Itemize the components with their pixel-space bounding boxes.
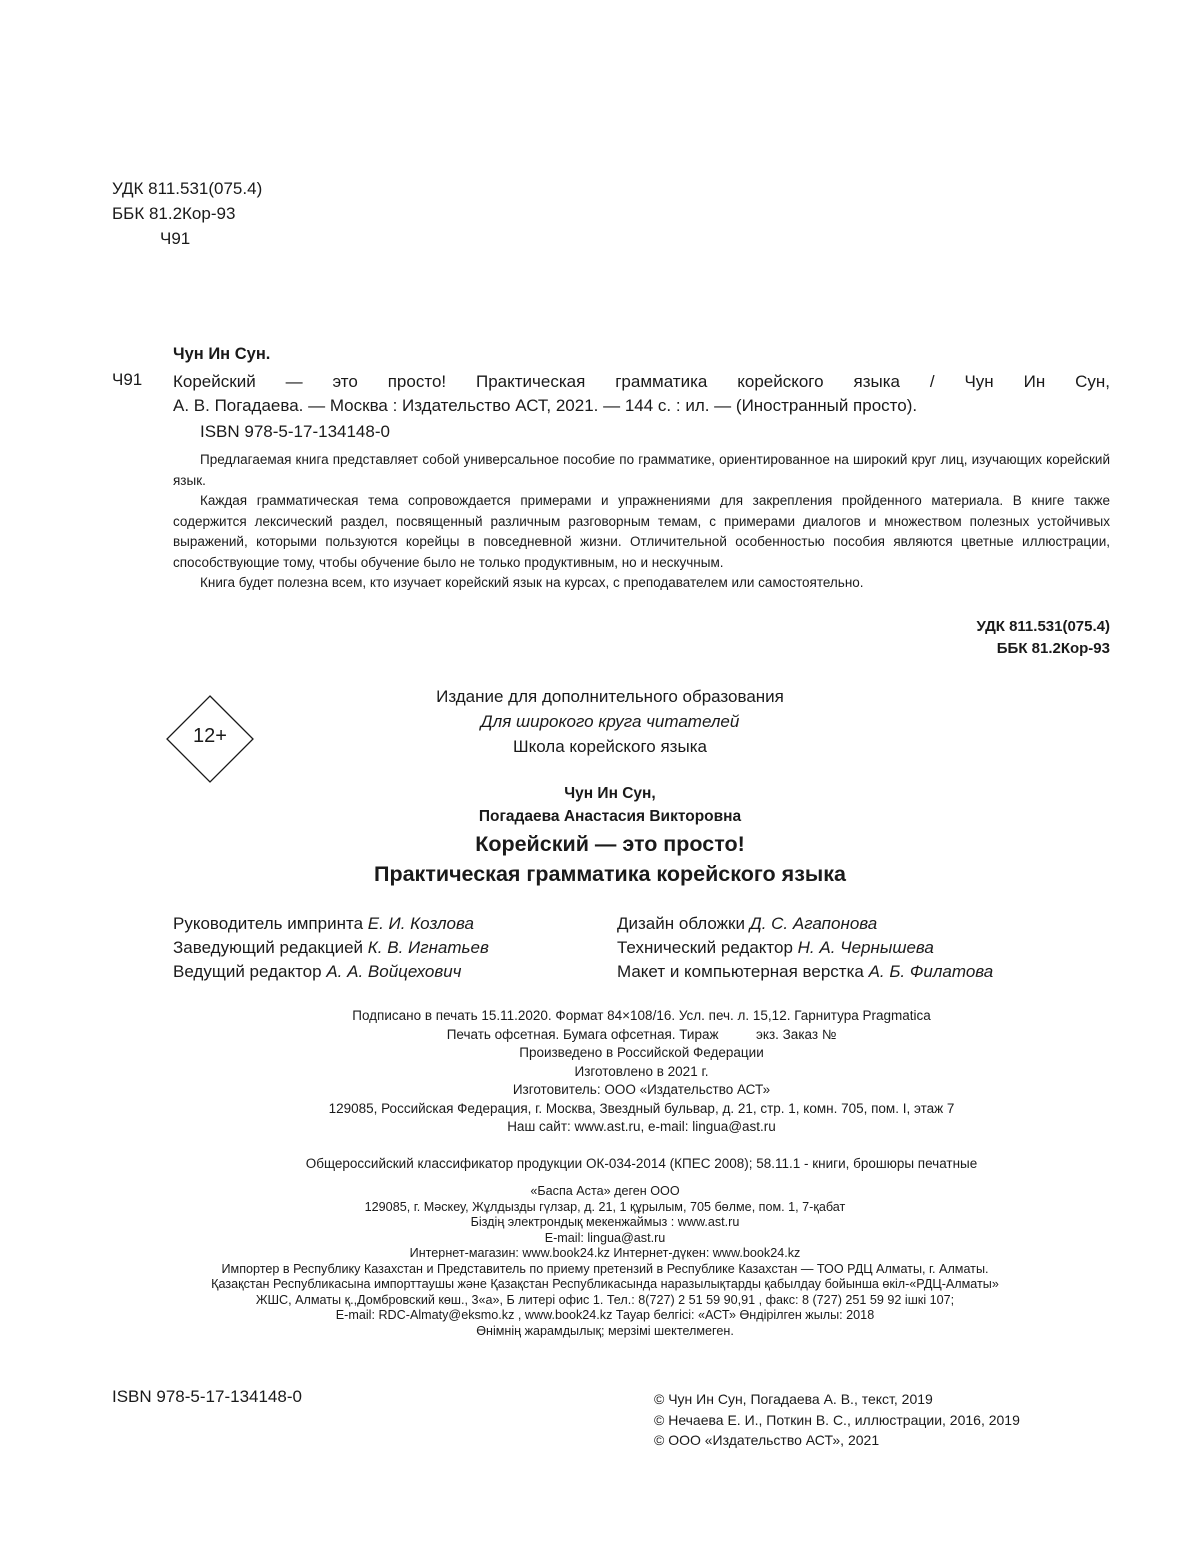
credit-line <box>617 960 993 984</box>
kz-line: E-mail: RDC-Almaty@eksmo.kz , www.book24.kz Тауар белгісі: «АСТ» Өндірілген жылы: 2018 <box>335 1308 875 1322</box>
print-line: Изготовитель: ООО «Издательство АСТ» <box>512 1082 771 1097</box>
credit-role: Руководитель импринта <box>173 914 364 933</box>
credit-name: К. В. Игнатьев <box>367 938 489 957</box>
udk-code: УДК 811.531(075.4) <box>112 179 263 198</box>
print-line: 129085, Российская Федерация, г. Москва, Звездный бульвар, д. 21, стр. 1, комн. 705, пом. I, этаж 7 <box>328 1100 955 1116</box>
bbk-code: ББК 81.2Кор-93 <box>112 204 236 223</box>
bbk-code-right: ББК 81.2Кор-93 <box>996 640 1110 657</box>
copyright-line: © ООО «Издательство АСТ», 2021 <box>654 1432 880 1448</box>
book-title <box>250 829 970 889</box>
annotation-paragraph: Книга будет полезна всем, кто изучает корейский язык на курсах, с преподавателем или самостоятельно. <box>200 575 864 590</box>
age-rating: 12+ <box>193 725 227 747</box>
credit-name: А. А. Войцехович <box>326 962 462 981</box>
edition-series: Школа корейского языка <box>513 737 707 756</box>
book-authors <box>250 782 970 828</box>
kz-line: Интернет-магазин: www.book24.kz Интернет-дүкен: www.book24.kz <box>409 1246 801 1260</box>
footer-isbn: ISBN 978-5-17-134148-0 <box>112 1387 302 1406</box>
author-2: Погадаева Анастасия Викторовна <box>478 808 742 825</box>
credit-line <box>173 912 489 936</box>
credit-line <box>173 960 489 984</box>
credit-name: Н. А. Чернышева <box>797 938 934 957</box>
udk-code-right: УДК 811.531(075.4) <box>976 618 1110 635</box>
kz-line: E-mail: lingua@ast.ru <box>544 1230 666 1245</box>
credit-line <box>173 936 489 960</box>
udk-block-top <box>112 176 262 251</box>
bib-line-2: А. В. Погадаева. — Москва : Издательство АСТ, 2021. — 144 с. : ил. — (Иностранный просто). <box>173 396 918 415</box>
credit-line <box>617 936 993 960</box>
catalog-author-heading: Чун Ин Сун. <box>173 345 271 363</box>
catalog-isbn: ISBN 978-5-17-134148-0 <box>200 422 390 441</box>
kz-line: Біздің электрондық мекенжаймыз : www.ast.ru <box>470 1215 740 1229</box>
credit-name: Е. И. Козлова <box>367 914 474 933</box>
credit-role: Макет и компьютерная верстка <box>617 962 864 981</box>
bibliographic-description <box>173 370 1110 418</box>
annotation-paragraph: Каждая грамматическая тема сопровождается примерами и упражнениями для закрепления пройденного материала. В книге также содержится лексический раздел, посвященный различным разговорным темам, с примерами диалогов и множеством полезных устойчивых выражений, которыми пользуются корейцы в повседневной жизни. Отличительной особенностью пособия являются цветные иллюстрации, способствующие тому, чтобы обучение было не только продуктивным, но и нескучным. <box>173 493 1110 570</box>
kz-line: ЖШС, Алматы қ.,Домбровский көш., 3«а», Б литері офис 1. Тел.: 8(727) 2 51 59 90,91 , факс: 8 (727) 251 59 92 ішкі 107; <box>255 1292 955 1307</box>
credits-left <box>173 912 489 984</box>
kz-line: «Баспа Аста» деген ООО <box>530 1184 680 1198</box>
annotation <box>173 450 1110 594</box>
udk-block-right <box>900 616 1110 660</box>
kz-line: Өнімнің жарамдылық; мерзімі шектелмеген. <box>476 1323 734 1338</box>
kazakhstan-info <box>100 1184 1110 1339</box>
print-line: Произведено в Российской Федерации <box>519 1045 764 1060</box>
edition-audience: Для широкого круга читателей <box>480 712 740 731</box>
annotation-paragraph: Предлагаемая книга представляет собой универсальное пособие по грамматике, ориентированное на широкий круг лиц, изучающих корейский язык. <box>173 452 1110 488</box>
credits-right <box>617 912 993 984</box>
kz-line: Импортер в Республику Казахстан и Представитель по приему претензий в Республике Казахстан — ТОО РДЦ Алматы, г. Алматы. <box>221 1261 989 1276</box>
product-classifier: Общероссийский классификатор продукции ОК-034-2014 (КПЕС 2008); 58.11.1 - книги, брошюры печатные <box>305 1156 978 1171</box>
credit-role: Технический редактор <box>617 938 793 957</box>
copyright-line: © Нечаева Е. И., Поткин В. С., иллюстрации, 2016, 2019 <box>654 1411 1020 1428</box>
credit-role: Ведущий редактор <box>173 962 322 981</box>
credit-role: Заведующий редакцией <box>173 938 364 957</box>
bib-line-1: Корейский — это просто! Практическая грамматика корейского языка / Чун Ин Сун, <box>173 372 1110 391</box>
title-line-2: Практическая грамматика корейского языка <box>374 862 846 886</box>
catalog-code: Ч91 <box>112 370 143 389</box>
edition-info <box>250 684 970 759</box>
edition-type: Издание для дополнительного образования <box>436 687 784 706</box>
copyright-line: © Чун Ин Сун, Погадаева А. В., текст, 2019 <box>654 1391 933 1407</box>
print-line: Печать офсетная. Бумага офсетная. Тираж экз. Заказ № <box>446 1026 837 1042</box>
print-line: Изготовлено в 2021 г. <box>574 1063 709 1079</box>
credit-name: Д. С. Агапонова <box>749 914 878 933</box>
kz-line: 129085, г. Мәскеу, Жұлдызды гүлзар, д. 21, 1 құрылым, 705 бөлме, пом. 1, 7-қабат <box>364 1199 846 1214</box>
print-info <box>173 1007 1110 1137</box>
title-line-1: Корейский — это просто! <box>475 832 745 856</box>
print-line: Наш сайт: www.ast.ru, e-mail: lingua@ast.ru <box>507 1119 776 1134</box>
copyright-block <box>654 1389 1020 1451</box>
author-1: Чун Ин Сун, <box>564 785 656 802</box>
print-line: Подписано в печать 15.11.2020. Формат 84×108/16. Усл. печ. л. 15,12. Гарнитура Pragmatica <box>352 1008 931 1023</box>
credit-line <box>617 912 993 936</box>
author-mark: Ч91 <box>160 229 191 248</box>
kz-line: Қазақстан Республикасына импорттаушы және Қазақстан Республикасында наразылықтарды қабылдау бойынша өкіл-«РДЦ-Алматы» <box>211 1277 999 1291</box>
credit-role: Дизайн обложки <box>617 914 745 933</box>
credit-name: А. Б. Филатова <box>868 962 994 981</box>
